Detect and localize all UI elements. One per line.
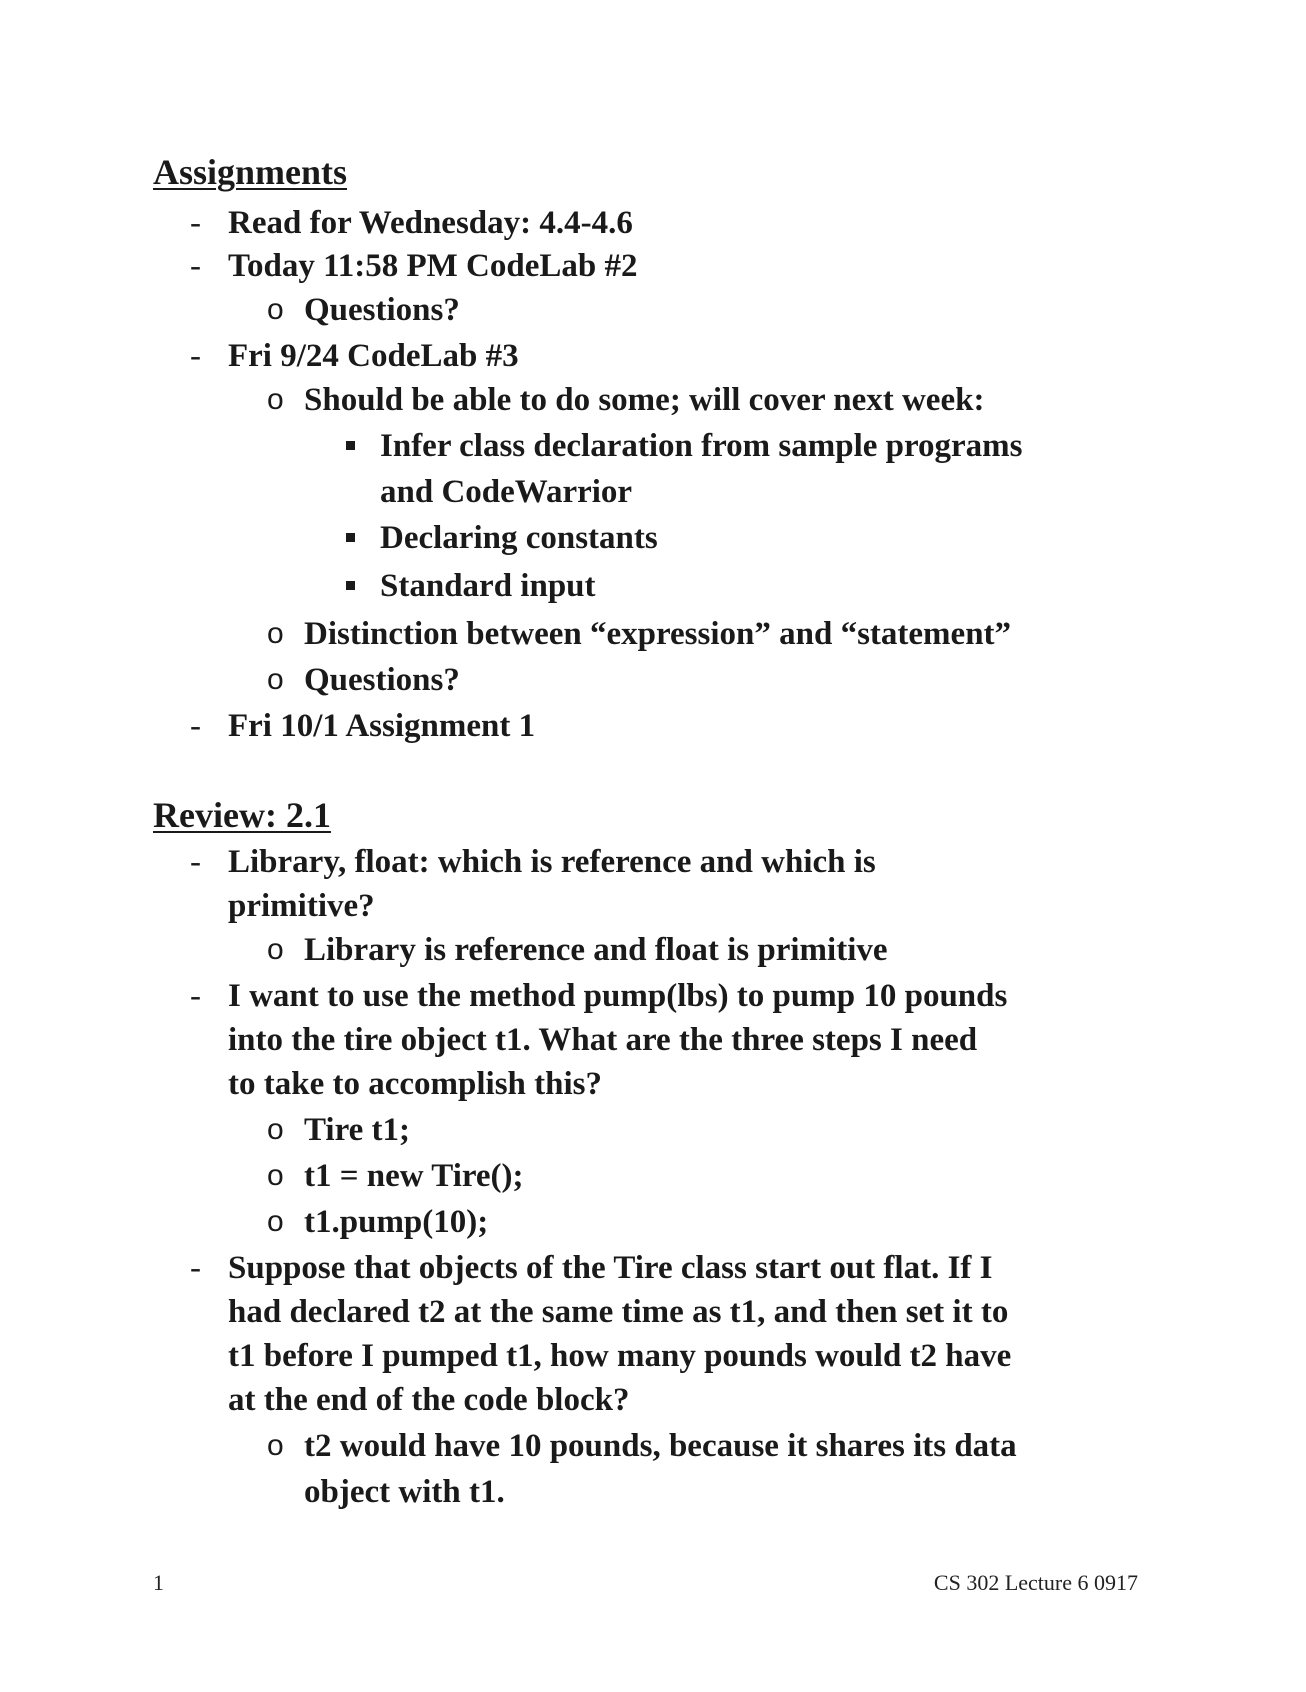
dash-bullet: - [190, 248, 201, 284]
dash-bullet: - [190, 205, 201, 241]
square-bullet-icon [346, 533, 355, 542]
list-item: Suppose that objects of the Tire class start out flat. If I [228, 1250, 993, 1286]
list-item: Fri 9/24 CodeLab #3 [228, 338, 519, 374]
circle-bullet: o [267, 933, 284, 966]
circle-bullet: o [267, 383, 284, 416]
list-item-continuation: at the end of the code block? [228, 1382, 630, 1418]
list-item: Read for Wednesday: 4.4-4.6 [228, 205, 633, 241]
page-number: 1 [153, 1570, 164, 1595]
circle-bullet: o [267, 1429, 284, 1462]
dash-bullet: - [190, 978, 201, 1014]
list-item-continuation: object with t1. [304, 1474, 505, 1510]
list-item: Questions? [304, 292, 460, 328]
list-item: Tire t1; [304, 1112, 411, 1148]
circle-bullet: o [267, 617, 284, 650]
list-item-continuation: had declared t2 at the same time as t1, and then set it to [228, 1294, 1009, 1330]
circle-bullet: o [267, 1159, 284, 1192]
dash-bullet: - [190, 844, 201, 880]
footer-course-label: CS 302 Lecture 6 0917 [933, 1570, 1138, 1595]
list-item: Library, float: which is reference and which is [228, 844, 876, 880]
circle-bullet: o [267, 663, 284, 696]
circle-bullet: o [267, 293, 284, 326]
list-item: Library is reference and float is primitive [304, 932, 888, 968]
list-item: t1.pump(10); [304, 1204, 489, 1240]
dash-bullet: - [190, 338, 201, 374]
list-item: t1 = new Tire(); [304, 1158, 524, 1194]
dash-bullet: - [190, 1250, 201, 1286]
section-heading-review: Review: 2.1 [153, 795, 331, 835]
list-item-continuation: t1 before I pumped t1, how many pounds would t2 have [228, 1338, 1012, 1374]
list-item: t2 would have 10 pounds, because it shares its data [304, 1428, 1017, 1464]
list-item: Distinction between “expression” and “statement” [304, 616, 1012, 652]
list-item: Declaring constants [380, 520, 658, 556]
list-item: Should be able to do some; will cover next week: [304, 382, 985, 418]
square-bullet-icon [346, 441, 355, 450]
list-item: Fri 10/1 Assignment 1 [228, 708, 536, 744]
list-item-continuation: to take to accomplish this? [228, 1066, 602, 1102]
square-bullet-icon [346, 581, 355, 590]
list-item: Questions? [304, 662, 460, 698]
dash-bullet: - [190, 708, 201, 744]
section-heading-assignments: Assignments [153, 152, 348, 192]
list-item-continuation: into the tire object t1. What are the three steps I need [228, 1022, 978, 1058]
list-item: Today 11:58 PM CodeLab #2 [228, 248, 638, 284]
circle-bullet: o [267, 1113, 284, 1146]
list-item: Infer class declaration from sample programs [380, 428, 1023, 464]
circle-bullet: o [267, 1205, 284, 1238]
list-item: Standard input [380, 568, 596, 604]
list-item-continuation: and CodeWarrior [380, 474, 633, 510]
list-item-continuation: primitive? [228, 888, 375, 924]
list-item: I want to use the method pump(lbs) to pump 10 pounds [228, 978, 1008, 1014]
